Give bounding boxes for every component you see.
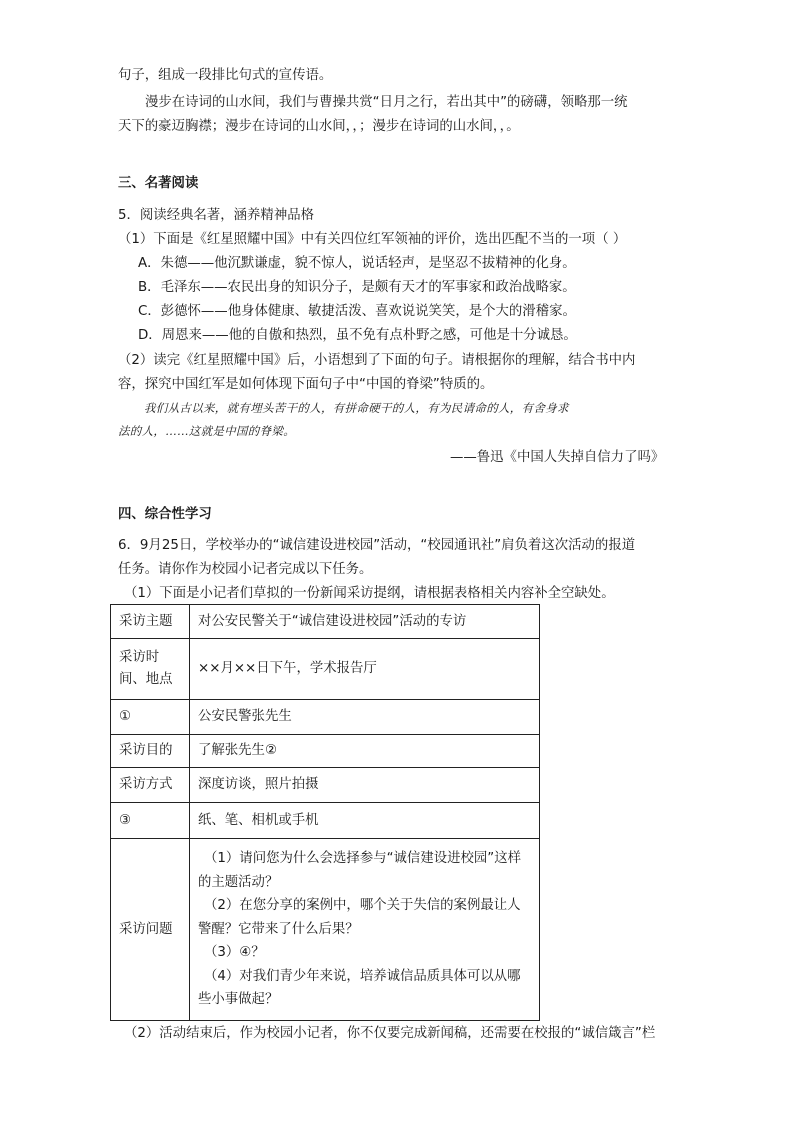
- interview-outline-table: [110, 604, 540, 1021]
- row-key-purpose: 采访目的: [111, 735, 190, 768]
- row-value-interviewee: 公安民警张先生: [190, 700, 540, 735]
- table-row: [111, 639, 540, 700]
- question-6-line-1: 6．9月25日，学校举办的“诚信建设进校园”活动，“校园通讯社”肩负着这次活动的报道: [118, 538, 636, 553]
- option-d: D．周恩来——他的自傲和热烈，虽不免有点朴野之感，可他是十分诚恳。: [138, 328, 577, 343]
- row-value-tools: 纸、笔、相机或手机: [190, 803, 540, 839]
- option-b: B．毛泽东——农民出身的知识分子，是颇有天才的军事家和政治战略家。: [138, 280, 576, 295]
- question-6-sub-2: （2）活动结束后，作为校园小记者，你不仅要完成新闻稿，还需要在校报的“诚信箴言”栏: [124, 1026, 656, 1041]
- question-line: 警醒？它带来了什么后果？: [198, 921, 359, 937]
- row-value-questions: [190, 839, 540, 1021]
- question-line: （3）④？: [204, 945, 265, 961]
- question-5-sub-2-line-2: 容，探究中国红军是如何体现下面句子中“中国的脊梁”特质的。: [118, 377, 494, 392]
- row-key-time-place: [111, 639, 190, 700]
- option-a: A．朱德——他沉默谦虚，貌不惊人，说话轻声，是坚忍不拔精神的化身。: [138, 256, 576, 271]
- intro-line-1: 句子，组成一段排比句式的宣传语。: [118, 68, 333, 83]
- table-row: [111, 700, 540, 735]
- question-line: 些小事做起？: [198, 992, 279, 1008]
- row-key-time-place-line-2: 间、地点: [119, 672, 173, 687]
- quote-line-1: 我们从古以来，就有埋头苦干的人，有拼命硬干的人，有为民请命的人，有舍身求: [144, 401, 569, 415]
- quote-source: ——鲁迅《中国人失掉自信力了吗》: [450, 450, 665, 465]
- question-line: 的主题活动？: [198, 874, 279, 890]
- row-value-purpose: 了解张先生②: [190, 735, 540, 768]
- section-3-heading: 三、名著阅读: [118, 176, 199, 191]
- row-key-questions: 采访问题: [111, 839, 190, 1021]
- section-4-heading: 四、综合性学习: [118, 507, 212, 522]
- intro-line-3: 天下的豪迈胸襟；漫步在诗词的山水间，，；漫步在诗词的山水间，，。: [118, 119, 520, 134]
- intro-line-2: 漫步在诗词的山水间，我们与曹操共赏“日月之行，若出其中”的磅礴，领略那一统: [145, 95, 628, 110]
- row-key-topic: 采访主题: [111, 605, 190, 639]
- row-key-blank-3: ③: [111, 803, 190, 839]
- row-key-time-place-line-1: 采访时: [119, 650, 160, 665]
- row-key-blank-1: ①: [111, 700, 190, 735]
- question-line: （1）请问您为什么会选择参与“诚信建设进校园”这样: [204, 851, 521, 867]
- table-row: [111, 803, 540, 839]
- question-line: （4）对我们青少年来说，培养诚信品质具体可以从哪: [204, 968, 521, 984]
- table-row: [111, 839, 540, 1021]
- table-row: [111, 768, 540, 803]
- table-row: [111, 735, 540, 768]
- table-row: [111, 605, 540, 639]
- question-5-sub-2-line-1: （2）读完《红星照耀中国》后，小语想到了下面的句子。请根据你的理解，结合书中内: [118, 353, 636, 368]
- quote-line-2: 法的人，……这就是中国的脊梁。: [118, 424, 295, 438]
- question-5-title: 5．阅读经典名著，涵养精神品格: [118, 208, 314, 223]
- row-value-time-place: ××月××日下午，学术报告厅: [190, 639, 540, 700]
- question-line: （2）在您分享的案例中，哪个关于失信的案例最让人: [204, 898, 521, 914]
- question-6-sub-1: （1）下面是小记者们草拟的一份新闻采访提纲，请根据表格相关内容补全空缺处。: [124, 586, 615, 601]
- row-key-method: 采访方式: [111, 768, 190, 803]
- row-value-method: 深度访谈，照片拍摄: [190, 768, 540, 803]
- option-c: C．彭德怀——他身体健康、敏捷活泼、喜欢说说笑笑，是个大的滑稽家。: [138, 304, 576, 319]
- question-5-sub-1: （1）下面是《红星照耀中国》中有关四位红军领袖的评价，选出匹配不当的一项（ ）: [118, 232, 627, 247]
- question-6-line-2: 任务。请你作为校园小记者完成以下任务。: [118, 562, 373, 577]
- row-value-topic: 对公安民警关于“诚信建设进校园”活动的专访: [190, 605, 540, 639]
